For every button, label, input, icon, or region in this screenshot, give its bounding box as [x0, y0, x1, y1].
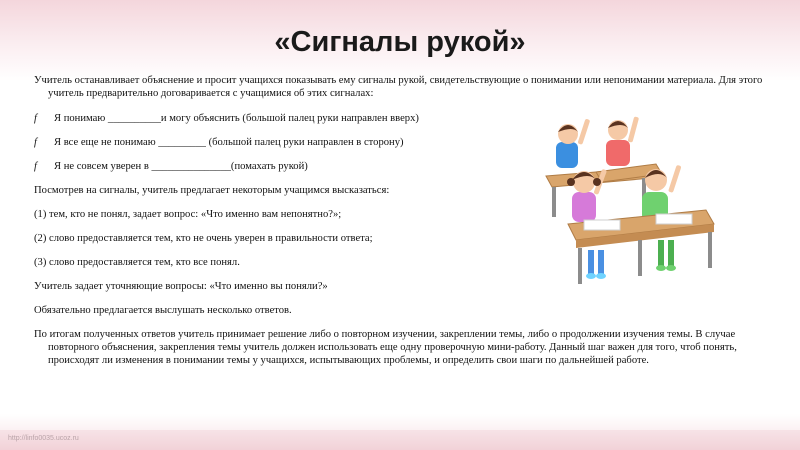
listen-paragraph: Обязательно предлагается выслушать несколько ответов. [34, 305, 292, 316]
after-signals-paragraph: Посмотрев на сигналы, учитель предлагает некоторым учащимся высказаться: [34, 185, 390, 196]
slide-title: «Сигналы рукой» [274, 26, 526, 58]
signal-text: Я все еще не понимаю _________ (большой палец руки направлен в сторону) [54, 137, 404, 148]
option-item: (3) слово предоставляется тем, кто все понял. [34, 257, 240, 268]
boy-red [606, 116, 639, 166]
boy-blue [556, 119, 590, 168]
option-item: (1) тем, кто не понял, задает вопрос: «Что именно вам непонятно?»; [34, 209, 342, 220]
conclusion-paragraph: По итогам полученных ответов учитель принимает решение либо о повторном изучении, закреплении темы, либо о продолжении изучения темы. В случае повторного объяснения, закрепления темы учитель должен использовать еще одну проверочную мини-работу. Данный шаг важен для того, чтоб понять, происходят ли изменения в понимании темы у учащихся, испытывающих проблемы, и определить свои шаги по дальнейшей работе. [34, 329, 737, 366]
front-students-legs [586, 240, 676, 279]
clarify-paragraph: Учитель задает уточняющие вопросы: «Что именно вы поняли?» [34, 281, 328, 292]
intro-paragraph: Учитель останавливает объяснение и просит учащихся показывать ему сигналы рукой, свидетельствующие о понимании или непонимании материала. Для этого учитель предварительно договаривается с учащимися об этих сигналах: [34, 75, 763, 99]
students-raising-hands-illustration [538, 112, 728, 290]
bullet-marker: f [34, 137, 37, 148]
signal-text: Я не совсем уверен в _______________(помахать рукой) [54, 161, 308, 172]
option-item: (2) слово предоставляется тем, кто не очень уверен в правильности ответа; [34, 233, 373, 244]
bullet-marker: f [34, 113, 37, 124]
footer-url: http://linfo0035.ucoz.ru [8, 435, 79, 442]
slide-footer [0, 430, 800, 450]
signal-text: Я понимаю __________и могу объяснить (большой палец руки направлен вверх) [54, 113, 419, 124]
bullet-marker: f [34, 161, 37, 172]
